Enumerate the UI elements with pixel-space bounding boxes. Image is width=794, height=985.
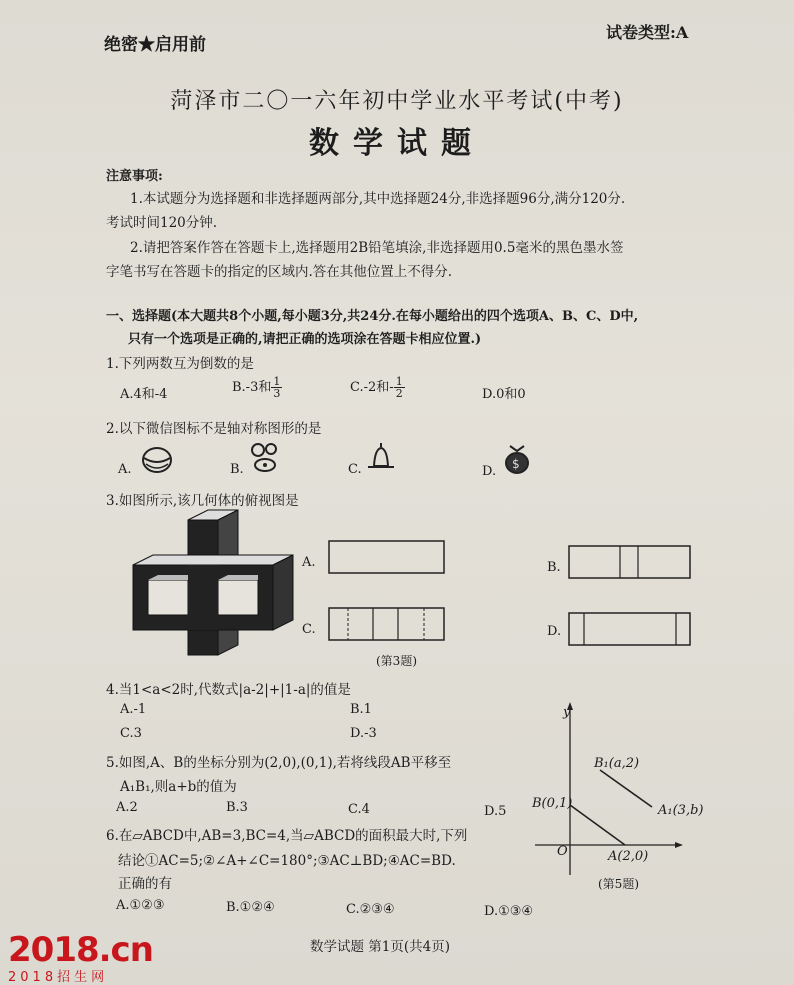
q3-option-c-figure — [328, 607, 446, 641]
wechat-ball-icon — [140, 444, 174, 474]
q3-caption: (第3题) — [376, 654, 417, 668]
subject-title: 数学试题 — [309, 126, 485, 161]
q5-stem-1: 5.如图,A、B的坐标分别为(2,0),(0,1),若将线段AB平移至 — [106, 755, 452, 771]
q5-origin-label: O — [557, 844, 568, 859]
paper-type-label: 试卷类型:A — [606, 23, 689, 42]
q2-option-a: A. — [118, 462, 132, 477]
q3-option-a: A. — [302, 555, 316, 570]
q6-stem-1: 6.在▱ABCD中,AB=3,BC=4,当▱ABCD的面积最大时,下列 — [106, 828, 468, 844]
svg-text:$: $ — [512, 457, 520, 471]
q5-option-d: D.5 — [484, 804, 507, 819]
q4-option-b: B.1 — [350, 702, 372, 717]
q1-stem: 1.下列两数互为倒数的是 — [106, 356, 254, 372]
wechat-shake-icon — [248, 440, 282, 474]
q3-option-a-figure — [328, 540, 446, 574]
q5-a-label: A(2,0) — [608, 849, 649, 864]
watermark-sub: 2018招生网 — [8, 970, 109, 985]
q5-y-axis-label: y — [563, 705, 571, 720]
notice-item-2a: 2.请把答案作答在答题卡上,选择题用2B铅笔填涂,非选择题用0.5毫米的黑色墨水签 — [130, 240, 624, 256]
q4-option-a: A.-1 — [120, 702, 147, 717]
q2-option-d: D. — [482, 464, 497, 479]
q4-option-c: C.3 — [120, 726, 142, 741]
q3-option-b-figure — [568, 545, 692, 579]
q6-option-d: D.①③④ — [484, 904, 534, 919]
q1-option-c: C.-2和- $\frac{1}{2}$ — [350, 375, 403, 400]
section1-instructions-2: 只有一个选项是正确的,请把正确的选项涂在答题卡相应位置.) — [128, 332, 482, 347]
watermark-main: 2018.cn — [8, 930, 153, 970]
site-watermark-logo — [8, 930, 153, 985]
wechat-moneybag-icon — [500, 440, 534, 476]
notice-item-2b: 字笔书写在答题卡的指定的区域内.答在其他位置上不得分. — [106, 264, 453, 280]
confidential-label: 绝密★启用前 — [104, 35, 206, 55]
notice-heading: 注意事项: — [106, 169, 163, 184]
q3-stem: 3.如图所示,该几何体的俯视图是 — [106, 493, 299, 509]
wechat-bell-icon — [364, 440, 398, 474]
q2-option-c: C. — [348, 462, 362, 477]
q4-option-d: D.-3 — [350, 726, 377, 741]
q3-option-d: D. — [547, 624, 562, 639]
q5-b1-label: B₁(a,2) — [594, 756, 640, 771]
notice-item-1b: 考试时间120分钟. — [106, 215, 218, 231]
q5-option-a: A.2 — [116, 800, 138, 815]
page-footer: 数学试题 第1页(共4页) — [310, 939, 451, 955]
q5-stem-2: A₁B₁,则a+b的值为 — [120, 779, 237, 795]
q5-caption: (第5题) — [598, 877, 639, 891]
q5-option-c: C.4 — [348, 802, 370, 817]
q3-solid-figure — [128, 510, 298, 660]
q4-stem: 4.当1<a<2时,代数式|a-2|+|1-a|的值是 — [106, 682, 351, 698]
section1-instructions-1: 一、选择题(本大题共8个小题,每小题3分,共24分.在每小题给出的四个选项A、B、C、D中, — [106, 309, 639, 324]
q6-option-a: A.①②③ — [116, 898, 165, 913]
q2-option-b: B. — [230, 462, 244, 477]
q1-option-a: A.4和-4 — [120, 387, 168, 402]
q6-option-b: B.①②④ — [226, 900, 275, 915]
q1-option-d: D.0和0 — [482, 387, 526, 402]
q2-stem: 2.以下微信图标不是轴对称图形的是 — [106, 421, 322, 437]
q5-option-b: B.3 — [226, 800, 248, 815]
q5-b-label: B(0,1) — [532, 796, 573, 811]
exam-title: 菏泽市二〇一六年初中学业水平考试(中考) — [170, 89, 624, 114]
q3-option-d-figure — [568, 612, 692, 646]
q6-option-c: C.②③④ — [346, 902, 395, 917]
q5-a1-label: A₁(3,b) — [658, 803, 704, 818]
q3-option-c: C. — [302, 622, 316, 637]
q3-option-b: B. — [547, 560, 561, 575]
q6-stem-2: 结论①AC=5;②∠A+∠C=180°;③AC⊥BD;④AC=BD. — [118, 853, 456, 869]
q1-option-b: B.-3和 $\frac{1}{3}$ — [232, 375, 281, 400]
q6-stem-3: 正确的有 — [118, 876, 172, 892]
notice-item-1a: 1.本试题分为选择题和非选择题两部分,其中选择题24分,非选择题96分,满分120分. — [130, 191, 626, 207]
